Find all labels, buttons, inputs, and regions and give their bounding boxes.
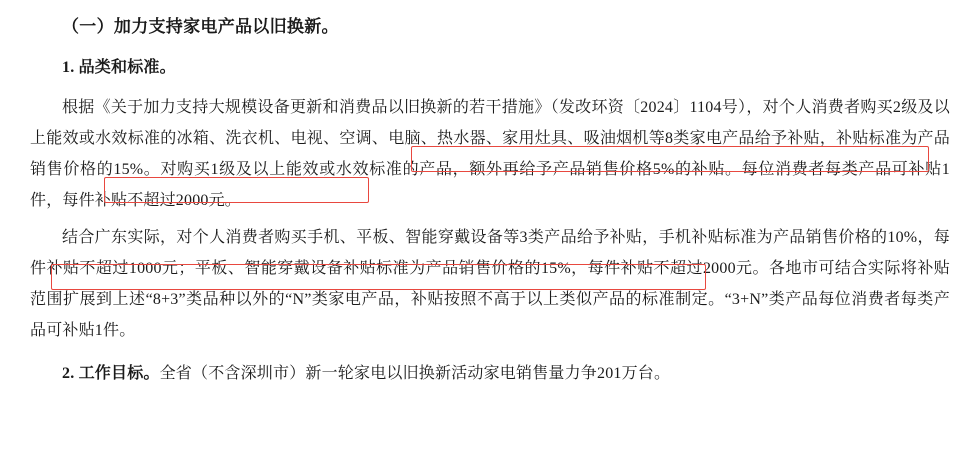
section-heading: （一）加力支持家电产品以旧换新。 — [62, 17, 339, 36]
subsection-heading-1: 1. 品类和标准。 — [62, 58, 176, 76]
paragraph-2: 结合广东实际，对个人消费者购买手机、平板、智能穿戴设备等3类产品给予补贴，手机补贴标准为产品销售价格的10%，每件补贴不超过1000元；平板、智能穿戴设备补贴标准为产品销售价格的15%，每件补贴不超过2000元。各地市可结合实际将补贴范围扩展到上述“8+3”类品种以外的“N”类家电产品，补贴按照不高于以上类似产品的标准制定。“3+N”类产品每位消费者每类产品可补贴1件。 — [30, 228, 950, 339]
paragraph-1: 根据《关于加力支持大规模设备更新和消费品以旧换新的若干措施》（发改环资〔2024〕1104号），对个人消费者购买2级及以上能效或水效标准的冰箱、洗衣机、电视、空调、电脑、热水器、家用灶具、吸油烟机等8类家电产品给予补贴，补贴标准为产品销售价格的15%。对购买1级及以上能效或水效标准的产品，额外再给予产品销售价格5%的补贴。每位消费者每类产品可补贴1件，每件补贴不超过2000元。 — [30, 98, 950, 209]
paragraph-3: 全省（不含深圳市）新一轮家电以旧换新活动家电销售量力争201万台。 — [159, 364, 671, 382]
paragraph-3-line — [30, 358, 950, 389]
subsection-heading-2: 2. 工作目标。 — [62, 364, 160, 382]
